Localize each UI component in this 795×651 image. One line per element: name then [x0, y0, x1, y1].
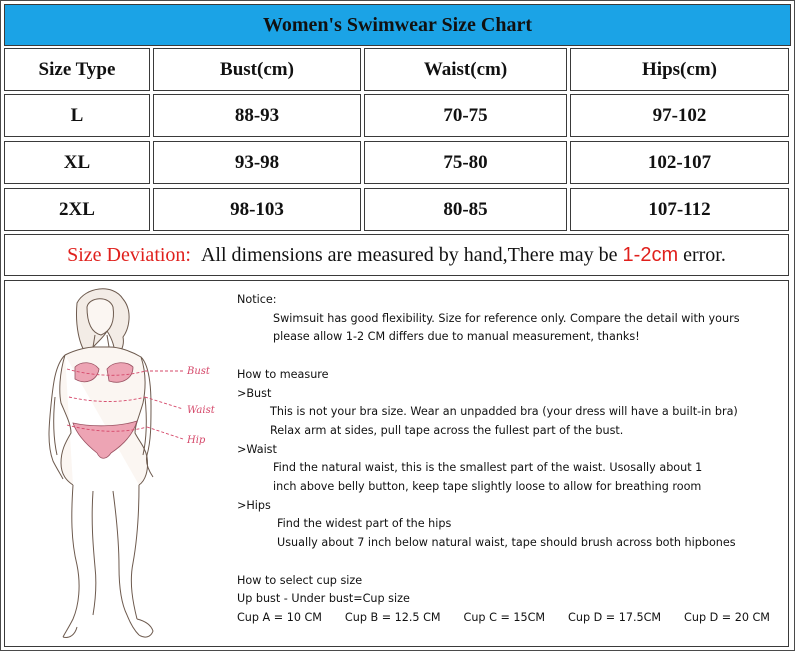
- table-cell: XL: [4, 141, 150, 184]
- deviation-highlight: 1-2cm: [622, 243, 679, 266]
- hips-line: Find the widest part of the hips: [277, 517, 452, 531]
- table-cell: 107-112: [570, 188, 789, 231]
- cup-size-list: [237, 609, 770, 628]
- header-waist: Waist(cm): [364, 48, 567, 91]
- header-bust: Bust(cm): [153, 48, 361, 91]
- table-cell: 70-75: [364, 94, 567, 137]
- cup-size-heading: How to select cup size: [237, 573, 363, 587]
- measurement-guide: [4, 280, 789, 647]
- table-cell: 97-102: [570, 94, 789, 137]
- table-cell: 93-98: [153, 141, 361, 184]
- notice-line: please allow 1-2 CM differs due to manual measurement, thanks!: [273, 330, 640, 344]
- waist-heading: >Waist: [237, 442, 277, 456]
- table-cell: L: [4, 94, 150, 137]
- waist-line: inch above belly button, keep tape slightly loose to allow for breathing room: [273, 480, 702, 494]
- table-cell: 102-107: [570, 141, 789, 184]
- waist-line: Find the natural waist, this is the smallest part of the waist. Usosally about 1: [273, 461, 703, 475]
- table-cell: 88-93: [153, 94, 361, 137]
- cup-size-item: Cup D = 17.5CM: [568, 610, 662, 624]
- header-hips: Hips(cm): [570, 48, 789, 91]
- table-cell: 2XL: [4, 188, 150, 231]
- measurement-notes: [237, 291, 782, 628]
- waist-label: Waist: [187, 405, 215, 416]
- deviation-text: All dimensions are measured by hand,There may be: [200, 243, 618, 266]
- cup-size-item: Cup C = 15CM: [463, 610, 546, 624]
- table-cell: 80-85: [364, 188, 567, 231]
- deviation-label: Size Deviation:: [67, 243, 191, 266]
- notice-heading: Notice:: [237, 293, 277, 306]
- hips-line: Usually about 7 inch below natural waist, tape should brush across both hipbones: [277, 536, 736, 550]
- cup-formula: Up bust - Under bust=Cup size: [237, 592, 410, 606]
- size-deviation-note: [4, 234, 789, 276]
- how-to-measure-heading: How to measure: [237, 367, 329, 381]
- cup-size-item: Cup B = 12.5 CM: [344, 610, 441, 624]
- bust-line: This is not your bra size. Wear an unpadded bra (your dress will have a built-in bra): [270, 405, 738, 419]
- notice-line: Swimsuit has good flexibility. Size for reference only. Compare the detail with yours: [273, 311, 740, 325]
- body-measurement-figure: [15, 285, 225, 641]
- bust-line: Relax arm at sides, pull tape across the fullest part of the bust.: [270, 423, 624, 437]
- bust-label: Bust: [187, 366, 210, 377]
- chart-title: Women's Swimwear Size Chart: [4, 4, 791, 46]
- bust-heading: >Bust: [237, 386, 272, 400]
- deviation-text-end: error.: [683, 243, 726, 266]
- table-cell: 98-103: [153, 188, 361, 231]
- table-cell: 75-80: [364, 141, 567, 184]
- hips-heading: >Hips: [237, 498, 271, 512]
- header-size-type: Size Type: [4, 48, 150, 91]
- cup-size-item: Cup D = 20 CM: [684, 610, 770, 624]
- cup-size-item: Cup A = 10 CM: [237, 610, 322, 624]
- hip-label: Hip: [187, 435, 206, 446]
